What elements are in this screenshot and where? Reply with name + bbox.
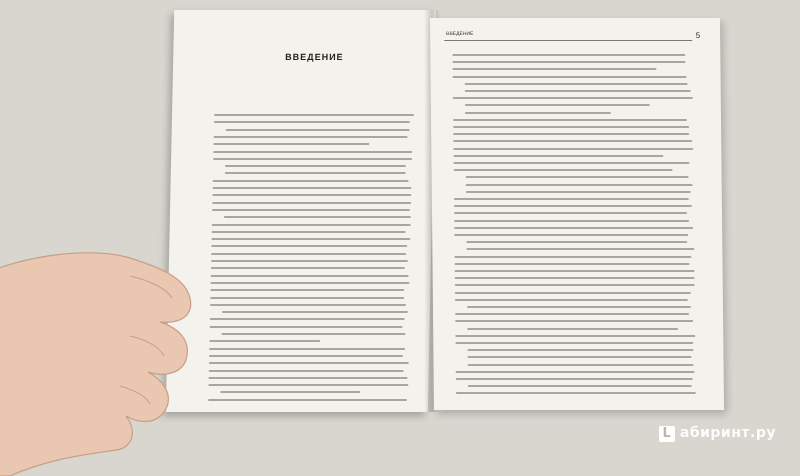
text-line xyxy=(213,143,369,145)
text-line xyxy=(455,342,693,344)
text-line xyxy=(213,151,412,153)
text-line xyxy=(466,241,687,243)
text-line xyxy=(213,180,409,182)
text-line xyxy=(455,320,693,322)
text-line xyxy=(465,90,691,92)
text-line xyxy=(454,205,692,207)
text-line xyxy=(455,292,691,294)
text-line xyxy=(209,362,409,364)
text-line xyxy=(452,68,656,70)
text-line xyxy=(209,370,404,372)
text-line xyxy=(209,348,405,350)
text-line xyxy=(455,263,690,265)
text-line xyxy=(456,378,693,380)
text-line xyxy=(212,187,411,189)
text-line xyxy=(466,248,694,250)
running-header: ВВЕДЕНИЕ xyxy=(446,31,474,37)
text-line xyxy=(453,133,689,135)
right-page xyxy=(430,18,724,410)
text-line xyxy=(454,256,691,258)
text-line xyxy=(455,284,695,286)
text-line xyxy=(211,275,409,277)
text-line xyxy=(225,172,406,174)
hand xyxy=(0,236,195,476)
watermark xyxy=(659,425,776,442)
text-line xyxy=(211,245,407,247)
text-line xyxy=(210,326,403,328)
text-line xyxy=(454,169,673,171)
text-line xyxy=(212,231,406,233)
text-line xyxy=(224,216,411,218)
left-page xyxy=(166,10,436,412)
page-number: 5 xyxy=(695,31,701,40)
text-line xyxy=(452,61,685,63)
text-line xyxy=(452,54,685,56)
text-line xyxy=(209,355,403,357)
text-line xyxy=(211,253,406,255)
text-line xyxy=(454,227,693,229)
text-line xyxy=(212,202,411,204)
text-line xyxy=(468,364,694,366)
text-line xyxy=(209,340,320,342)
text-line xyxy=(454,212,687,214)
text-line xyxy=(220,391,360,393)
text-line xyxy=(468,385,692,387)
text-line xyxy=(210,282,409,284)
text-line xyxy=(453,119,687,121)
watermark-text: абиринт.ру xyxy=(679,425,776,441)
text-line xyxy=(210,297,404,299)
text-line xyxy=(453,97,693,99)
text-line xyxy=(455,313,689,315)
text-line xyxy=(454,220,689,222)
text-line xyxy=(467,356,691,358)
text-line xyxy=(208,399,407,401)
text-line xyxy=(455,335,695,337)
text-line xyxy=(466,176,689,178)
text-line xyxy=(213,158,412,160)
text-line xyxy=(210,289,404,291)
text-line xyxy=(465,112,611,114)
text-line xyxy=(222,311,408,313)
text-line xyxy=(453,155,663,157)
text-line xyxy=(214,114,414,116)
text-line xyxy=(467,306,691,308)
text-line xyxy=(454,234,688,236)
text-line xyxy=(214,136,408,138)
text-line xyxy=(453,126,689,128)
text-line xyxy=(211,238,410,240)
text-line xyxy=(455,277,695,279)
text-line xyxy=(225,165,406,167)
text-line xyxy=(453,148,693,150)
text-line xyxy=(221,333,405,335)
text-line xyxy=(210,304,406,306)
text-line xyxy=(467,328,678,330)
text-line xyxy=(466,184,693,186)
text-line xyxy=(211,260,408,262)
text-line xyxy=(454,198,689,200)
text-line xyxy=(212,194,411,196)
text-line xyxy=(456,392,696,394)
text-line xyxy=(208,384,408,386)
text-line xyxy=(210,318,405,320)
text-line xyxy=(453,76,687,78)
text-line xyxy=(226,129,410,131)
text-line xyxy=(465,104,650,106)
text-line xyxy=(467,349,693,351)
text-line xyxy=(212,209,410,211)
text-line xyxy=(466,191,691,193)
text-line xyxy=(456,371,695,373)
text-line xyxy=(453,140,692,142)
text-line xyxy=(455,270,695,272)
text-line xyxy=(214,121,410,123)
text-line xyxy=(211,267,405,269)
text-line xyxy=(455,299,688,301)
page-title: ВВЕДЕНИЕ xyxy=(285,52,344,62)
header-rule xyxy=(444,40,692,41)
text-line xyxy=(465,83,688,85)
labirint-logo-icon: L xyxy=(659,426,675,442)
text-line xyxy=(453,162,689,164)
text-line xyxy=(212,224,411,226)
text-line xyxy=(208,377,407,379)
